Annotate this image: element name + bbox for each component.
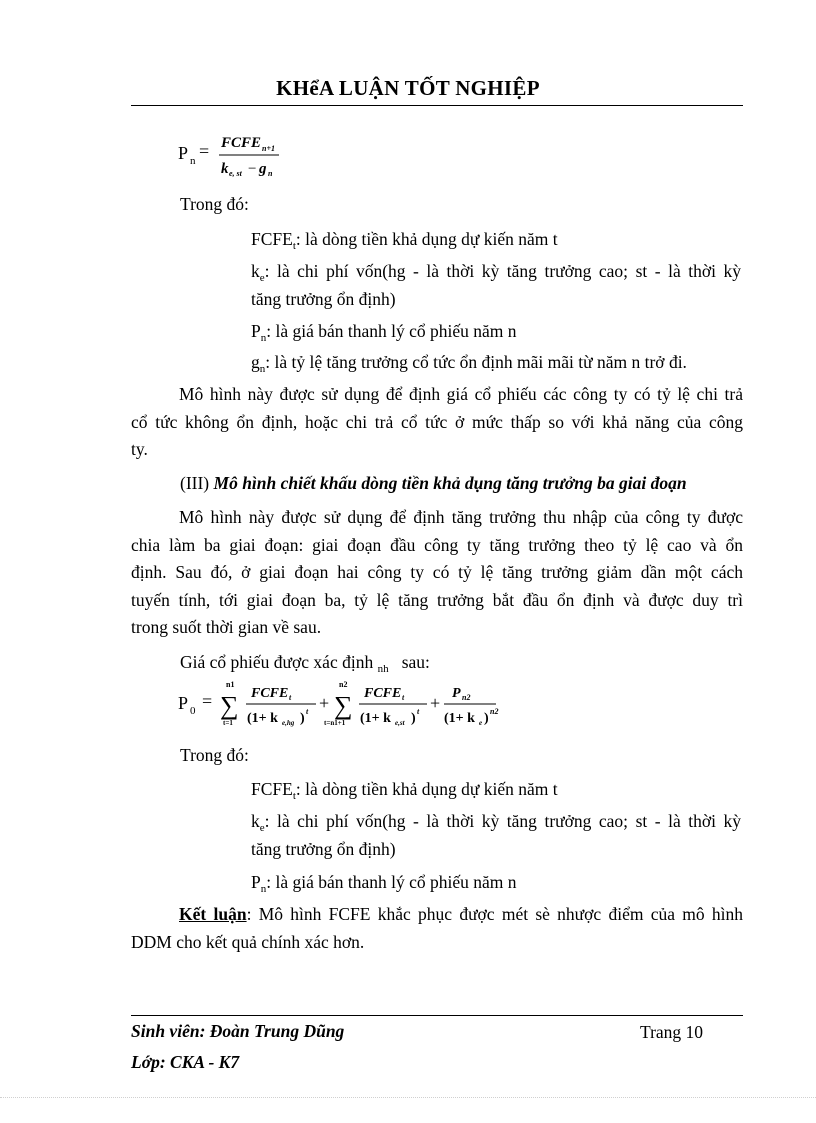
page-bottom-border bbox=[0, 1097, 816, 1098]
footer-student: Sinh viên: Đoàn Trung Dũng bbox=[131, 1021, 345, 1041]
definition2-pn: $P_n$: là giá bán thanh lý cổ phiếu năm n bbox=[251, 872, 517, 895]
block1-intro: Trong đó: bbox=[180, 194, 249, 214]
formula1-den-minus: − bbox=[248, 161, 257, 177]
term1-num: FCFE bbox=[251, 686, 289, 701]
term1-den-exp: t bbox=[306, 707, 309, 716]
formula-terminal-price bbox=[176, 128, 296, 182]
paragraph-model-usage: Mô hình này được sử dụng để định giá cổ phiếu các công ty có tỷ lệ chi trả cổ tức không ổn định, hoặc chi trả cổ tức ở mức thấp so với khả năng của công ty. bbox=[131, 384, 743, 459]
term2-num-sub: t bbox=[402, 693, 405, 702]
conclusion-paragraph: Kết luận: Mô hình FCFE khắc phục được mét sè nhược điểm của mô hình DDM cho kết quả chính xác hơn. bbox=[131, 904, 743, 952]
formula1-num: FCFE bbox=[221, 135, 262, 151]
formula1-lhs: P bbox=[178, 143, 189, 163]
formula1-den-g-sub: n bbox=[268, 169, 273, 178]
formula1-eq: = bbox=[199, 141, 210, 161]
footer-rule bbox=[131, 1015, 743, 1016]
definition-pn: $P_n$: là giá bán thanh lý cổ phiếu năm n bbox=[251, 321, 517, 344]
term1-num-sub: t bbox=[289, 693, 292, 702]
term3-num-sub: n2 bbox=[462, 693, 471, 702]
definition-gn: $g_n$: là tỷ lệ tăng trưởng cổ tức ổn định mãi mãi từ năm n trở đi. bbox=[251, 352, 687, 375]
formula2-lhs-sub: 0 bbox=[190, 705, 196, 717]
term1-den-close: ) bbox=[300, 711, 305, 726]
definition-ke: $k_e$: là chi phí vốn(hg - là thời kỳ tăng trưởng cao; st - là thời kỳ tăng trưởng ổn định) bbox=[251, 261, 741, 309]
sum2-upper: n2 bbox=[339, 680, 348, 689]
definition2-ke: $k_e$: là chi phí vốn(hg - là thời kỳ tăng trưởng cao; st - là thời kỳ tăng trưởng ổn định) bbox=[251, 811, 741, 859]
formula1-den-k-sub: e, st bbox=[229, 169, 242, 178]
conclusion-label: Kết luận bbox=[179, 904, 247, 924]
term3-den-sub: e bbox=[479, 719, 483, 727]
term1-den: (1+ k bbox=[247, 711, 278, 726]
formula1-num-sub: n+1 bbox=[262, 144, 276, 153]
definition-fcfe: $FCFE_t$: là dòng tiền khả dụng dự kiến năm t bbox=[251, 229, 558, 252]
section-heading-iii: (III) Mô hình chiết khấu dòng tiền khả dụng tăng trưởng ba giai đoạn bbox=[180, 473, 687, 493]
term3-den-close: ) bbox=[484, 711, 489, 726]
term2-den-exp: t bbox=[417, 707, 420, 716]
term2-den-sub: e,st bbox=[395, 719, 405, 727]
footer-class: Lớp: CKA - K7 bbox=[131, 1052, 240, 1072]
definition2-fcfe: $FCFE_t$: là dòng tiền khả dụng dự kiến năm t bbox=[251, 779, 558, 802]
term3-num: P bbox=[452, 686, 461, 701]
term3-den-exp: n2 bbox=[490, 707, 499, 716]
price-determination-line: Giá cổ phiếu được xác định $_{nh}$ sau: bbox=[180, 652, 430, 675]
header-rule bbox=[131, 105, 743, 106]
term2-den-close: ) bbox=[411, 711, 416, 726]
footer-page-number: Trang 10 bbox=[640, 1022, 704, 1042]
term1-den-sub: e,hg bbox=[282, 719, 295, 727]
paragraph-three-stage: Mô hình này được sử dụng để định tăng trưởng thu nhập của công ty được chia làm ba giai đoạn: giai đoạn đầu công ty tăng trưởng theo tỷ lệ cao và ổn định. Sau đó, ở giai đoạn hai công ty có tỷ lệ tăng trưởng giảm dần một cách tuyến tính, tới giai đoạn ba, tỷ lệ tăng trưởng bắt đầu ổn định và được duy trì trong suốt thời gian về sau. bbox=[131, 507, 743, 637]
formula2-plus-2: + bbox=[430, 693, 441, 713]
formula1-den-k: k bbox=[221, 161, 229, 177]
block2-intro: Trong đó: bbox=[180, 745, 249, 765]
term3-den: (1+ k bbox=[444, 711, 475, 726]
sum2-lower: t=n1+1 bbox=[324, 719, 346, 727]
term2-den: (1+ k bbox=[360, 711, 391, 726]
sum1-upper: n1 bbox=[226, 680, 235, 689]
formula1-lhs-sub: n bbox=[190, 155, 196, 167]
sum1-lower: t=1 bbox=[223, 719, 233, 727]
formula2-lhs: P bbox=[178, 693, 189, 713]
formula2-plus-1: + bbox=[319, 693, 330, 713]
sum1-sigma: ∑ bbox=[220, 691, 239, 720]
term2-num: FCFE bbox=[364, 686, 402, 701]
formula-three-stage-price bbox=[176, 676, 506, 732]
formula2-eq: = bbox=[202, 691, 213, 711]
page-header-title: KHểA LUẬN TỐT NGHIỆP bbox=[276, 76, 540, 100]
formula1-den-g: g bbox=[259, 161, 267, 177]
sum2-sigma: ∑ bbox=[334, 691, 353, 720]
